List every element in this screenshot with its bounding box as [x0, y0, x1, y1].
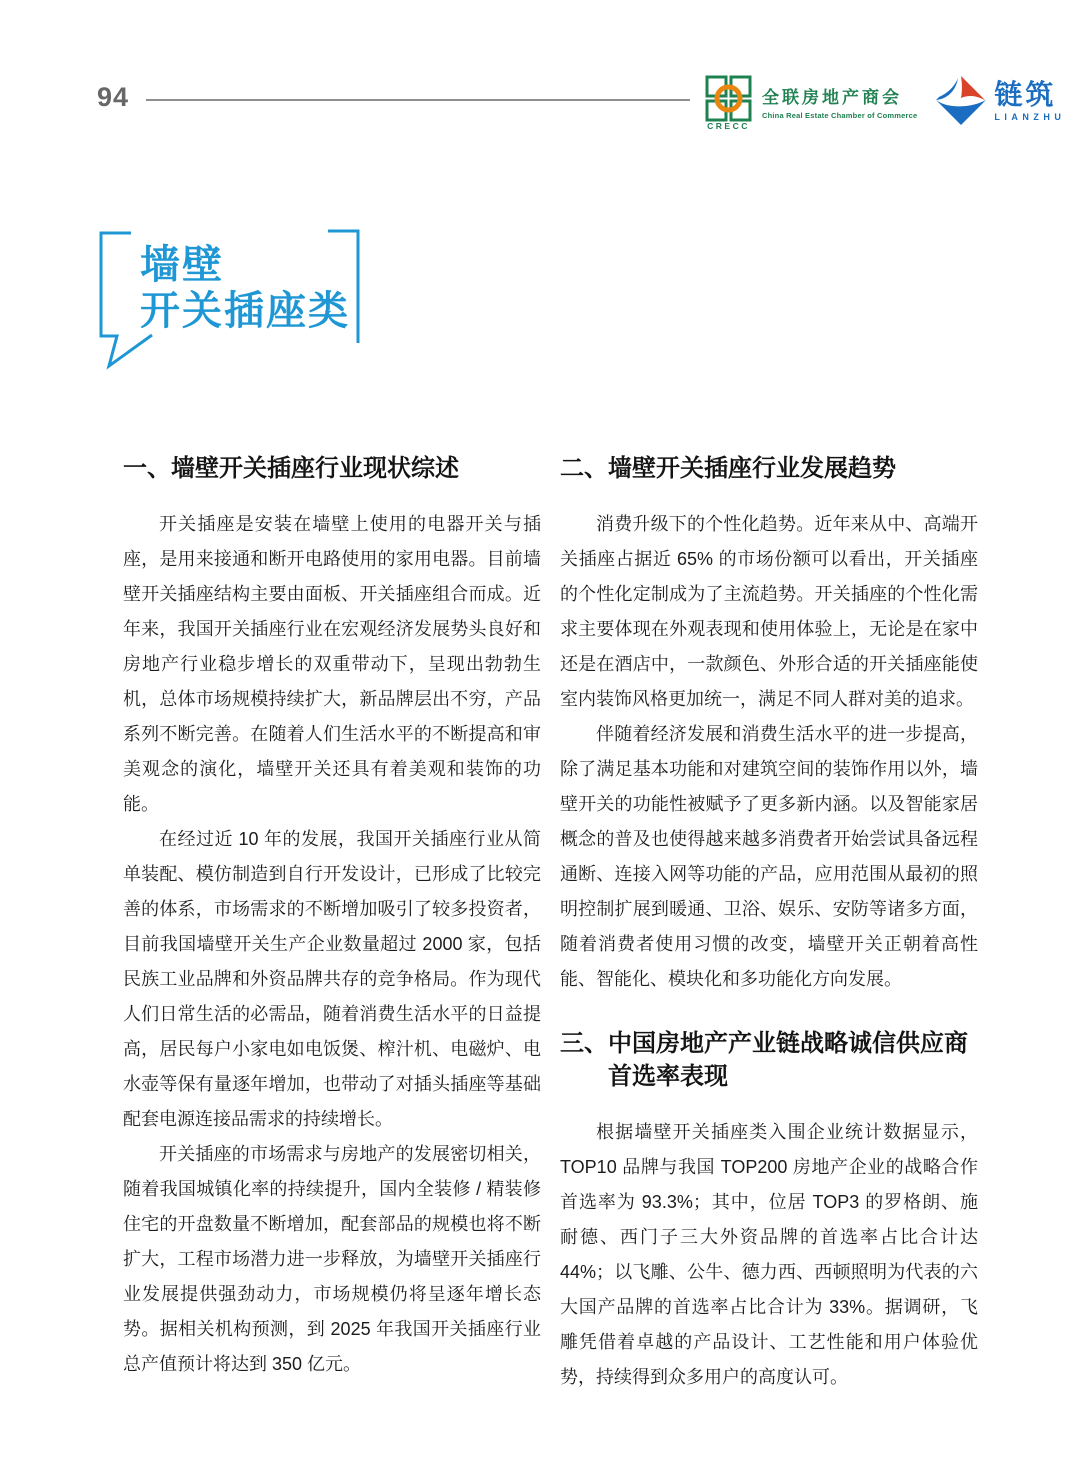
section-3-heading — [560, 1027, 978, 1093]
article-body — [123, 452, 978, 1395]
lianzhu-name-cn: 链筑 — [994, 79, 1057, 110]
paragraph: 根据墙壁开关插座类入围企业统计数据显示，TOP10 品牌与我国 TOP200 房地产企业的战略合作首选率为 93.3%；其中，位居 TOP3 的罗格朗、施耐德、西门子三大外资品牌的首选率占比合计达 44%；以飞雕、公牛、德力西、西顿照明为代表的六大国产品牌的首选率占比合计为 33%。据调研，飞雕凭借着卓越的产品设计、工艺性能和用户体验优势，持续得到众多用户的高度认可。 — [560, 1122, 978, 1387]
header-logos — [704, 74, 1065, 130]
lianzhu-logo — [935, 74, 1065, 126]
crecc-abbr: CRECC — [707, 121, 750, 130]
lianzhu-icon — [935, 74, 987, 126]
paragraph: 消费升级下的个性化趋势。近年来从中、高端开关插座占据近 65% 的市场份额可以看出，开关插座的个性化定制成为了主流趋势。开关插座的个性化需求主要体现在外观表现和使用体验上，无论是在家中还是在酒店中，一款颜色、外形合适的开关插座能使室内装饰风格更加统一，满足不同人群对美的追求。 — [560, 514, 978, 709]
chapter-title-block — [95, 225, 365, 380]
crecc-name-en: China Real Estate Chamber of Commerce — [762, 111, 918, 120]
right-column — [560, 452, 978, 1395]
header-rule — [146, 99, 690, 101]
lianzhu-name-en: LIANZHU — [994, 112, 1066, 122]
page-number: 94 — [97, 82, 130, 112]
chapter-title-line-2: 开关插座类 — [140, 289, 350, 333]
chapter-title-line-1: 墙壁 — [140, 243, 224, 287]
section-3-heading-line-2: 首选率表现 — [608, 1063, 728, 1090]
paragraph: 伴随着经济发展和消费生活水平的进一步提高，除了满足基本功能和对建筑空间的装饰作用以外，墙壁开关的功能性被赋予了更多新内涵。以及智能家居概念的普及也使得越来越多消费者开始尝试具备远程通断、连接入网等功能的产品，应用范围从最初的照明控制扩展到暖通、卫浴、娱乐、安防等诸多方面，随着消费者使用习惯的改变，墙壁开关正朝着高性能、智能化、模块化和多功能化方向发展。 — [560, 724, 978, 989]
left-column — [123, 452, 541, 1395]
paragraph: 在经过近 10 年的发展，我国开关插座行业从简单装配、模仿制造到自行开发设计，已形成了比较完善的体系，市场需求的不断增加吸引了较多投资者，目前我国墙壁开关生产企业数量超过 2000 家，包括民族工业品牌和外资品牌共存的竞争格局。作为现代人们日常生活的必需品，随着消费生活水平的日益提高，居民每户小家电如电饭煲、榨汁机、电磁炉、电水壶等保有量逐年增加，也带动了对插头插座等基础配套电源连接品需求的持续增长。 — [123, 829, 541, 1129]
crecc-name-cn: 全联房地产商会 — [762, 88, 902, 107]
crecc-icon — [704, 74, 754, 130]
section-1-heading: 一、墙壁开关插座行业现状综述 — [123, 455, 459, 482]
paragraph: 开关插座的市场需求与房地产的发展密切相关，随着我国城镇化率的持续提升，国内全装修 / 精装修住宅的开盘数量不断增加，配套部品的规模也将不断扩大，工程市场潜力进一步释放，为墙壁开关插座行业发展提供强劲动力，市场规模仍将呈逐年增长态势。据相关机构预测，到 2025 年我国开关插座行业总产值预计将达到 350 亿元。 — [123, 1144, 541, 1374]
section-2-heading: 二、墙壁开关插座行业发展趋势 — [560, 455, 896, 482]
crecc-logo — [704, 74, 917, 130]
paragraph: 开关插座是安装在墙壁上使用的电器开关与插座，是用来接通和断开电路使用的家用电器。目前墙壁开关插座结构主要由面板、开关插座组合而成。近年来，我国开关插座行业在宏观经济发展势头良好和房地产行业稳步增长的双重带动下，呈现出勃勃生机，总体市场规模持续扩大，新品牌层出不穷，产品系列不断完善。在随着人们生活水平的不断提高和审美观念的演化，墙壁开关还具有着美观和装饰的功能。 — [123, 514, 541, 814]
section-3-heading-line-1: 三、中国房地产产业链战略诚信供应商 — [560, 1030, 968, 1057]
